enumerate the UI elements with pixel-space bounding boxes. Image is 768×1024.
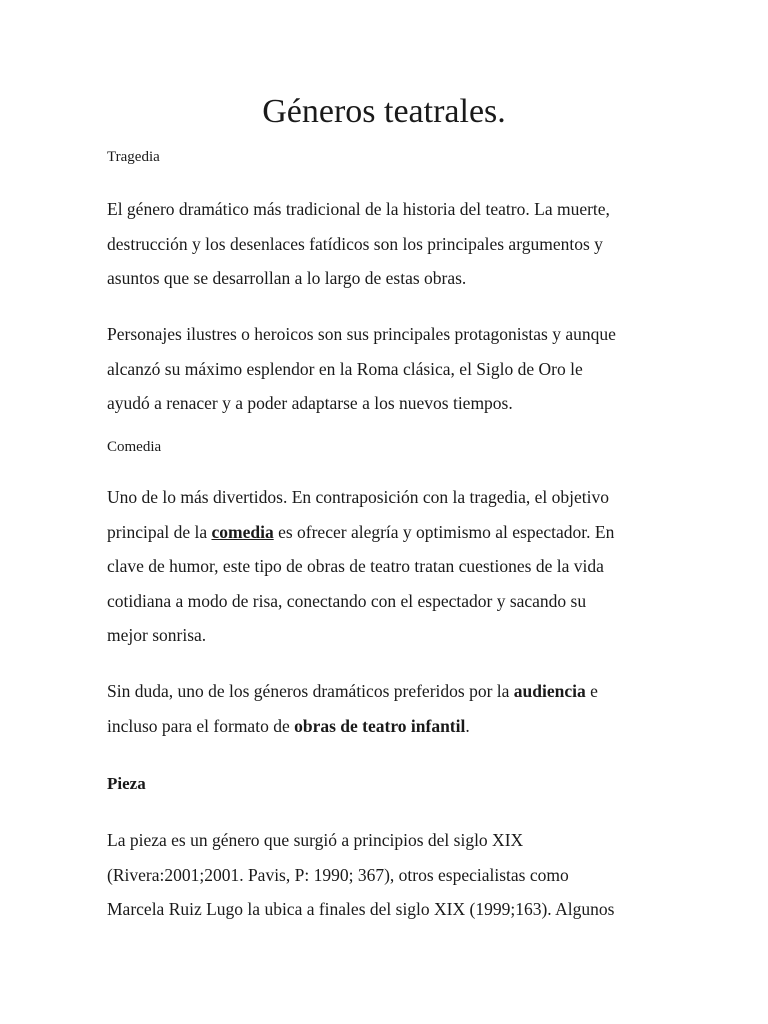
text-segment: . xyxy=(465,715,470,736)
paragraph-line: asuntos que se desarrollan a lo largo de estas obras. xyxy=(107,268,467,288)
section-heading-comedia: Comedia xyxy=(107,439,162,455)
comedia-link[interactable]: comedia xyxy=(211,521,274,542)
paragraph-line: cotidiana a modo de risa, conectando con el espectador y sacando su xyxy=(107,590,587,611)
obras-infantil-bold: obras de teatro infantil xyxy=(294,715,466,736)
text-segment: incluso para el formato de xyxy=(107,715,295,736)
paragraph-line: (Rivera:2001;2001. Pavis, P: 1990; 367), otros especialistas como xyxy=(107,864,569,885)
paragraph-comedia-1 xyxy=(107,480,667,653)
paragraph-pieza-1 xyxy=(107,823,667,927)
paragraph-line: Marcela Ruiz Lugo la ubica a finales del siglo XIX (1999;163). Algunos xyxy=(107,899,615,919)
paragraph-comedia-2 xyxy=(107,674,667,743)
paragraph-tragedia-2 xyxy=(107,317,667,421)
text-segment: e xyxy=(585,681,598,701)
paragraph-line: Uno de lo más divertidos. En contraposición con la tragedia, el objetivo xyxy=(107,487,610,507)
paragraph-line: destrucción y los desenlaces fatídicos son los principales argumentos y xyxy=(107,233,603,254)
section-heading-tragedia: Tragedia xyxy=(107,149,160,165)
audiencia-bold: audiencia xyxy=(513,681,586,701)
text-segment: principal de la xyxy=(107,521,212,542)
paragraph-line: mejor sonrisa. xyxy=(107,625,207,645)
paragraph-line: Personajes ilustres o heroicos son sus principales protagonistas y aunque xyxy=(107,324,616,344)
paragraph-line: ayudó a renacer y a poder adaptarse a los nuevos tiempos. xyxy=(107,393,513,413)
paragraph-line: El género dramático más tradicional de la historia del teatro. La muerte, xyxy=(107,199,610,219)
paragraph-line xyxy=(107,709,667,744)
text-segment: Sin duda, uno de los géneros dramáticos preferidos por la xyxy=(107,681,514,701)
paragraph-line: alcanzó su máximo esplendor en la Roma clásica, el Siglo de Oro le xyxy=(107,358,583,379)
paragraph-tragedia-1 xyxy=(107,192,667,296)
paragraph-line: clave de humor, este tipo de obras de teatro tratan cuestiones de la vida xyxy=(107,556,604,576)
document-title: Géneros teatrales. xyxy=(262,93,506,130)
section-heading-pieza: Pieza xyxy=(107,774,146,793)
paragraph-line xyxy=(107,515,667,550)
text-segment: es ofrecer alegría y optimismo al espectador. En xyxy=(273,521,615,542)
paragraph-line xyxy=(107,674,667,709)
paragraph-line: La pieza es un género que surgió a principios del siglo XIX xyxy=(107,830,524,850)
